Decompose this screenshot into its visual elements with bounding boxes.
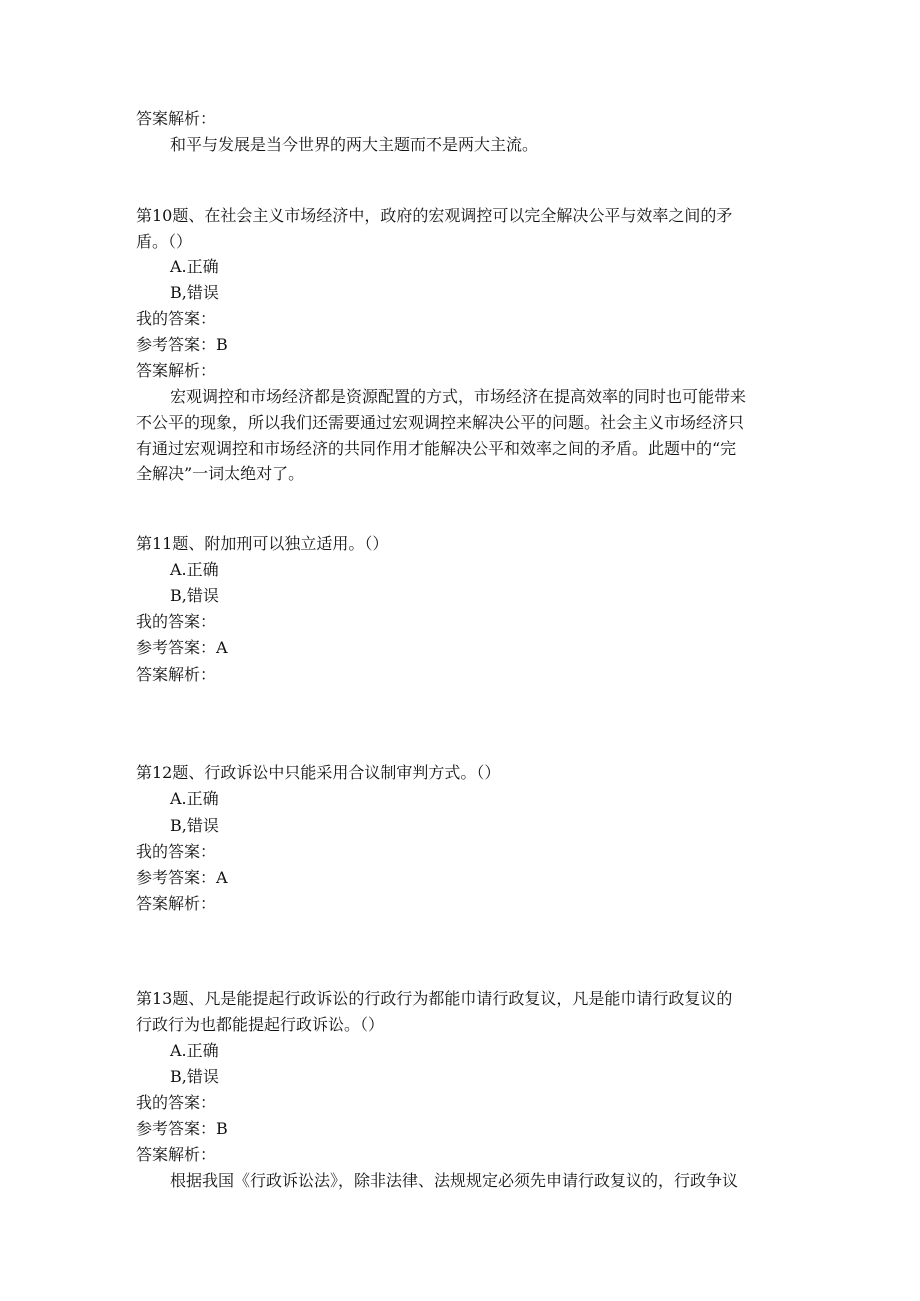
- q10-option-a: A.正确: [170, 257, 219, 276]
- q11-analysis-label: 答案解析：: [136, 665, 217, 684]
- q10-option-b: B,错误: [170, 283, 219, 302]
- q13-stem-line1: 第13题、凡是能提起行政诉讼的行政行为都能巾请行政复议，凡是能巾请行政复议的: [136, 989, 733, 1008]
- q13-reference-answer: 参考答案：B: [136, 1119, 228, 1138]
- q12-option-a: A.正确: [170, 789, 219, 808]
- q11-my-answer-label: 我的答案：: [136, 612, 217, 631]
- q13-stem-line2: 行政行为也都能提起行政诉讼。（）: [136, 1015, 385, 1034]
- q10-analysis-line1: 宏观调控和市场经济都是资源配置的方式，市场经济在提高效率的同时也可能带来: [170, 387, 747, 406]
- q11-option-b: B,错误: [170, 586, 219, 605]
- q10-stem-line2: 盾。（）: [136, 232, 193, 251]
- prev-analysis-text: 和平与发展是当今世界的两大主题而不是两大主流。: [170, 135, 539, 154]
- q10-my-answer-label: 我的答案：: [136, 309, 217, 328]
- q10-reference-answer: 参考答案：B: [136, 335, 228, 354]
- q13-option-b: B,错误: [170, 1067, 219, 1086]
- q10-analysis-line3: 有通过宏观调控和市场经济的共同作用才能解决公平和效率之间的矛盾。此题中的“完: [136, 439, 737, 458]
- q11-stem: 第11题、附加刑可以独立适用。（）: [136, 534, 389, 553]
- q11-option-a: A.正确: [170, 560, 219, 579]
- q12-my-answer-label: 我的答案：: [136, 842, 217, 861]
- q10-analysis-line4: 全解决”一词太绝对了。: [136, 464, 305, 483]
- q10-stem-line1: 第10题、在社会主义市场经济中，政府的宏观调控可以完全解决公平与效率之间的矛: [136, 206, 733, 225]
- q12-analysis-label: 答案解析：: [136, 894, 217, 913]
- q13-analysis-line1: 根据我国《行政诉讼法》，除非法律、法规规定必须先申请行政复议的，行政争议: [170, 1171, 739, 1190]
- q13-option-a: A.正确: [170, 1041, 219, 1060]
- q10-analysis-line2: 不公平的现象，所以我们还需要通过宏观调控来解决公平的问题。社会主义市场经济只: [136, 413, 745, 432]
- q12-stem: 第12题、行政诉讼中只能采用合议制审判方式。（）: [136, 763, 501, 782]
- q13-analysis-label: 答案解析：: [136, 1145, 217, 1164]
- q13-my-answer-label: 我的答案：: [136, 1093, 217, 1112]
- q10-analysis-label: 答案解析：: [136, 361, 217, 380]
- q11-reference-answer: 参考答案：A: [136, 638, 228, 657]
- q12-option-b: B,错误: [170, 816, 219, 835]
- prev-analysis-label: 答案解析：: [136, 109, 217, 128]
- q12-reference-answer: 参考答案：A: [136, 868, 228, 887]
